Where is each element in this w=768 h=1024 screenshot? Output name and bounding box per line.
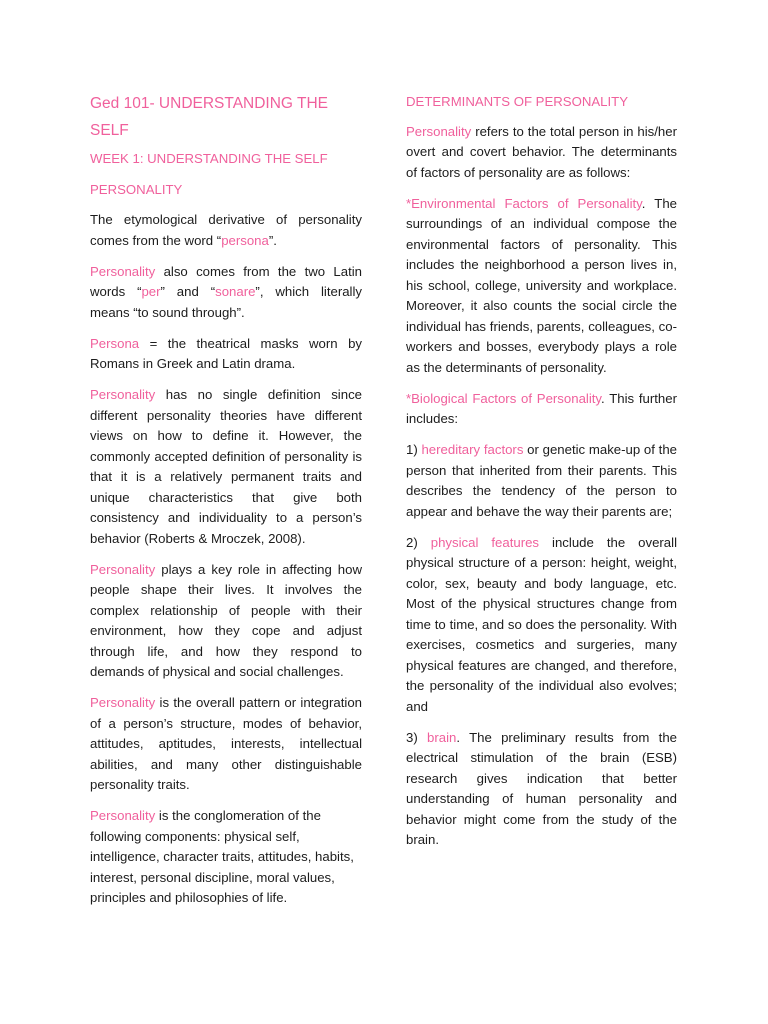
etymology-end: ”. <box>268 232 277 248</box>
term-personality: Personality <box>90 561 156 577</box>
term-biological-factors: *Biological Factors of Personality <box>406 390 602 406</box>
latin-text-b: ” and “ <box>160 284 216 299</box>
week-heading: WEEK 1: UNDERSTANDING THE SELF <box>90 151 328 166</box>
term-personality: Personality <box>90 263 156 279</box>
brain-paragraph <box>406 728 677 851</box>
term-persona: persona <box>221 232 269 248</box>
determinants-heading: DETERMINANTS OF PERSONALITY <box>406 94 629 109</box>
course-title: Ged 101- UNDERSTANDING THE SELF <box>90 95 329 139</box>
latin-text-c: ”, which literally means “to sound through”. <box>90 284 363 320</box>
hereditary-factors-paragraph <box>406 440 677 522</box>
term-hereditary-factors: hereditary factors <box>421 442 524 457</box>
persona-definition-text: = the theatrical masks worn by Romans in Greek and Latin drama. <box>90 335 362 371</box>
personality-heading: PERSONALITY <box>90 181 183 197</box>
term-persona-def: Persona <box>90 335 140 351</box>
list-number-3: 3) <box>406 729 428 745</box>
persona-definition-paragraph <box>90 334 362 375</box>
environmental-factors-paragraph <box>406 194 677 379</box>
key-role-text: plays a key role in affecting how people shape their lives. It involves the complex relationship of people with their environment, how they cope and adjust through life, and how they respond to demands of physical and social challenges. <box>90 561 362 679</box>
list-number-2: 2) <box>406 534 431 550</box>
term-personality: Personality <box>90 808 156 823</box>
overall-pattern-paragraph <box>90 693 362 796</box>
right-column <box>406 92 677 861</box>
latin-text-a: also comes from the two Latin words “ <box>90 263 362 299</box>
definition-text: has no single definition since different personality theories have different views on how to define it. However, the commonly accepted definition of personality is that it is a relatively permanent traits and unique characteristics that give both consistency and individuality to a person’s behavior (Roberts & Mroczek, 2008). <box>90 387 362 546</box>
term-physical-features: physical features <box>430 534 540 550</box>
term-per: per <box>141 284 161 299</box>
biological-factors-text: . This further includes: <box>406 390 677 426</box>
definition-paragraph <box>90 385 362 549</box>
physical-features-paragraph <box>406 533 677 718</box>
overall-pattern-text: is the overall pattern or integration of a person’s structure, modes of behavior, attitudes, aptitudes, interests, intellectual abilities, and many other distinguishable personality traits. <box>90 695 362 792</box>
etymology-text: The etymological derivative of personality comes from the word “ <box>90 212 362 248</box>
latin-words-paragraph <box>90 262 362 324</box>
term-personality: Personality <box>90 387 156 402</box>
etymology-paragraph <box>90 210 362 251</box>
total-person-text: refers to the total person in his/her overt and covert behavior. The determinants of factors of personality are as follows: <box>406 123 677 180</box>
left-column <box>90 90 362 919</box>
key-role-paragraph <box>90 560 362 683</box>
term-sonare: sonare <box>215 284 256 299</box>
environmental-factors-text: . The surroundings of an individual compose the environmental factors of personality. This includes the neighborhood a person lives in, his school, college, university and workplace. Moreover, it also counts the social circle the individual has friends, parents, colleagues, co-workers and bosses, everybody plays a role as the determinants of personality. <box>406 195 677 375</box>
term-environmental-factors: *Environmental Factors of Personality <box>406 195 642 211</box>
conglomeration-paragraph <box>90 806 362 909</box>
term-personality: Personality <box>406 123 472 139</box>
hereditary-factors-text: or genetic make-up of the person that inherited from their parents. This describes the tendency of the person to appear and behave the way their parents are; <box>406 442 677 519</box>
biological-factors-paragraph <box>406 389 677 430</box>
total-person-paragraph <box>406 122 677 184</box>
term-personality: Personality <box>90 695 156 710</box>
conglomeration-text: is the conglomeration of the following components: physical self, intelligence, character traits, attitudes, habits, interest, personal discipline, moral values, principles and philosophies of life. <box>90 808 354 905</box>
term-brain: brain <box>427 729 457 745</box>
physical-features-text: include the overall physical structure of a person: height, weight, color, sex, beauty and body language, etc. Most of the physical structures change from time to time, and so does the personality. With exercises, cosmetics and surgeries, many physical features are changed, and therefore, the personality of the individual also evolves; and <box>406 534 677 714</box>
brain-text: . The preliminary results from the electrical stimulation of the brain (ESB) research gives indication that better understanding of human personality and behavior might come from the study of the brain. <box>406 729 678 847</box>
list-number-1: 1) <box>406 442 422 457</box>
